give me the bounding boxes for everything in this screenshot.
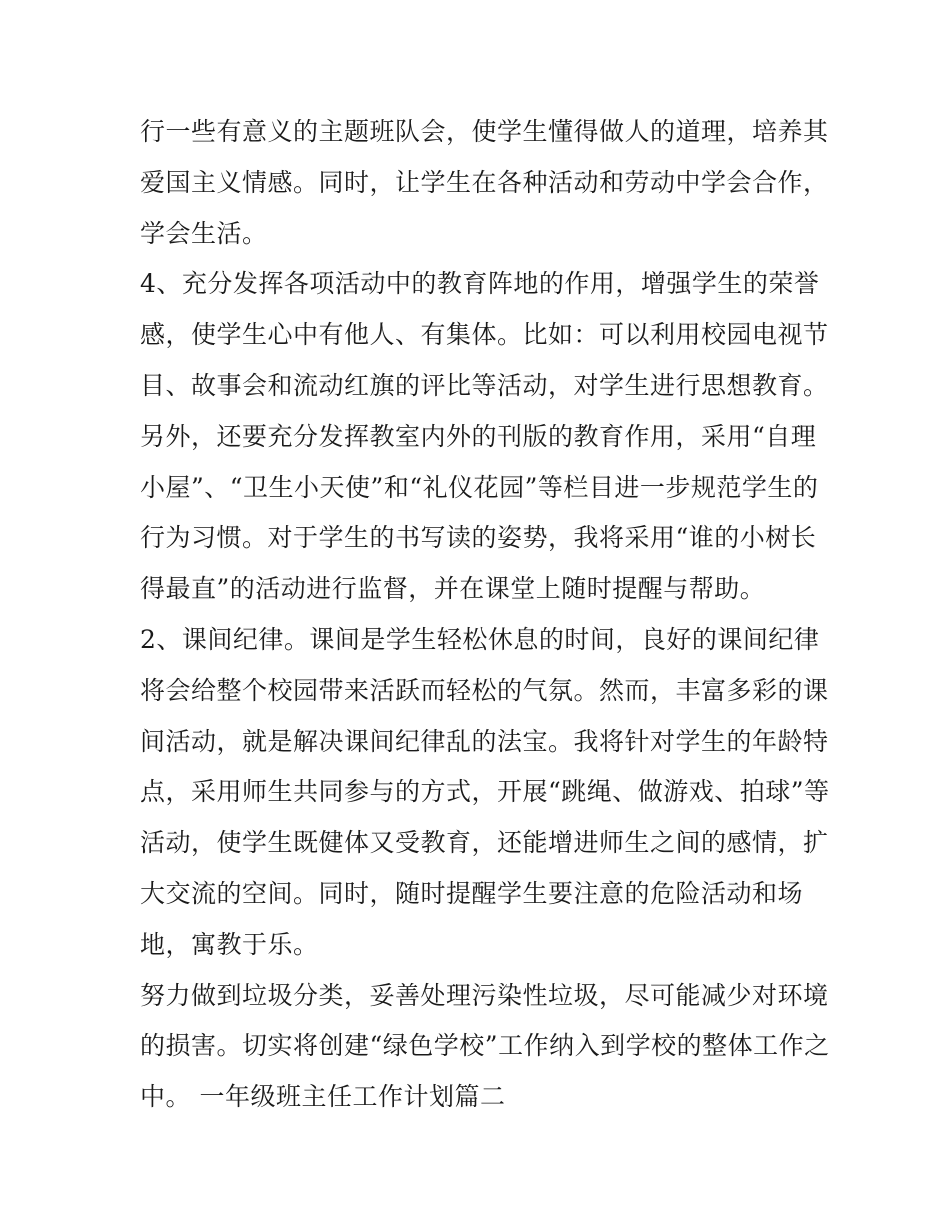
text-line: 爱国主义情感。同时，让学生在各种活动和劳动中学会合作， [140, 167, 829, 197]
text-line: 行为习惯。对于学生的书写读的姿势，我将采用“谁的小树长 [140, 523, 817, 553]
text-line: 行一些有意义的主题班队会，使学生懂得做人的道理，培养其 [140, 117, 829, 146]
text-line: 小屋”、“卫生小天使”和“礼仪花园”等栏目进一步规范学生的 [140, 472, 819, 502]
text-line: 将会给整个校园带来活跃而轻松的气氛。然而，丰富多彩的课 [140, 675, 829, 705]
text-line: 活动，使学生既健体又受教育，还能增进师生之间的感情，扩 [140, 828, 829, 858]
text-line: 4、充分发挥各项活动中的教育阵地的作用，增强学生的荣誉 [140, 269, 820, 299]
text-line: 得最直”的活动进行监督，并在课堂上随时提醒与帮助。 [140, 574, 766, 604]
text-line: 学会生活。 [140, 218, 268, 248]
text-line: 2、课间纪律。课间是学生轻松休息的时间，良好的课间纪律 [140, 624, 820, 654]
text-line: 间活动，就是解决课间纪律乱的法宝。我将针对学生的年龄特 [140, 726, 829, 756]
text-line: 感，使学生心中有他人、有集体。比如：可以利用校园电视节 [140, 320, 829, 350]
text-line: 目、故事会和流动红旗的评比等活动，对学生进行思想教育。 [140, 370, 829, 400]
document-body [140, 107, 830, 1123]
text-line: 努力做到垃圾分类，妥善处理污染性垃圾，尽可能减少对环境 [140, 980, 829, 1010]
text-line: 点，采用师生共同参与的方式，开展“跳绳、做游戏、拍球”等 [140, 777, 830, 807]
text-line: 地，寓教于乐。 [140, 929, 319, 959]
text-line: 中。 一年级班主任工作计划篇二 [140, 1082, 506, 1112]
text-line: 的损害。切实将创建“绿色学校”工作纳入到学校的整体工作之 [140, 1031, 830, 1061]
text-line: 另外，还要充分发挥教室内外的刊版的教育作用，采用“自理 [140, 421, 817, 451]
text-line: 大交流的空间。同时，随时提醒学生要注意的危险活动和场 [140, 878, 804, 908]
